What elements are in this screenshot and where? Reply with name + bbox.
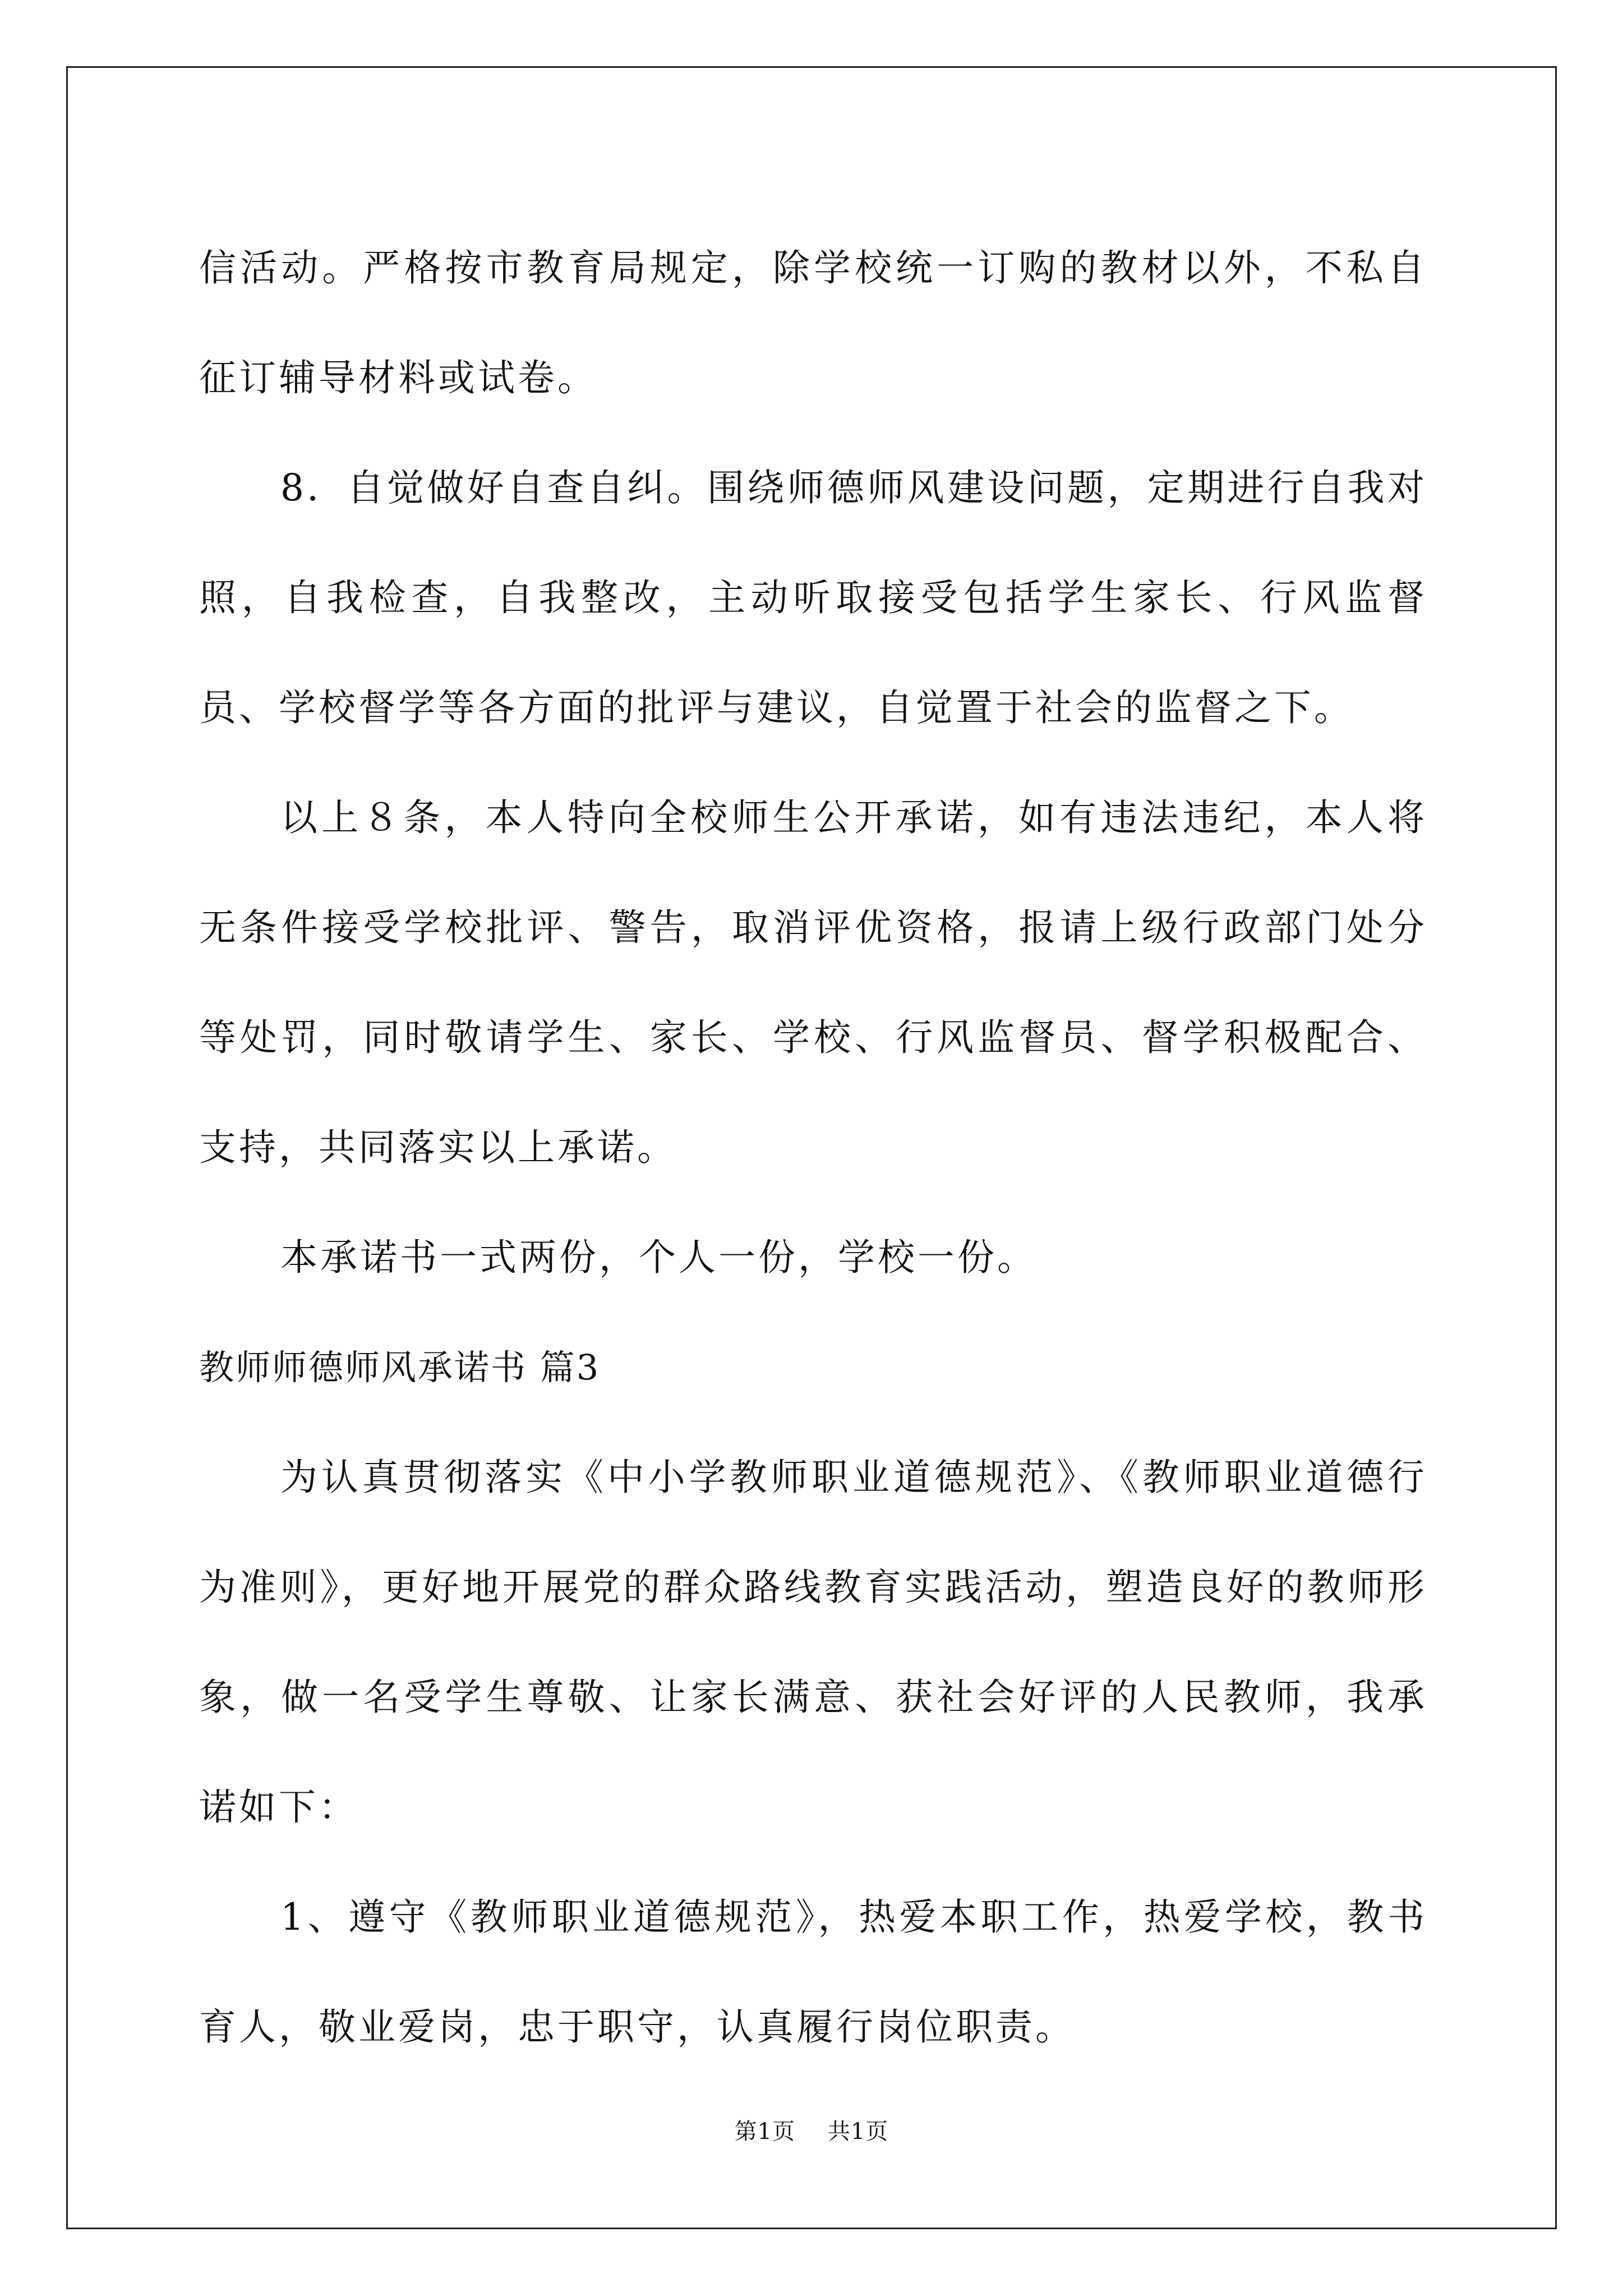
page-number: 第1页 bbox=[734, 2119, 796, 2145]
paragraph-intro: 为认真贯彻落实《中小学教师职业道德规范》、《教师职业道德行为准则》，更好地开展党的群众路线教育实践活动，塑造良好的教师形象，做一名受学生尊敬、让家长满意、获社会好评的人民教师，我承诺如下： bbox=[199, 1456, 1427, 1829]
paragraph-item-1: 1、遵守《教师职业道德规范》，热爱本职工作，热爱学校，教书育人，敬业爱岗，忠于职守，认真履行岗位职责。 bbox=[199, 1895, 1427, 2049]
paragraph-copies: 本承诺书一式两份，个人一份，学校一份。 bbox=[280, 1236, 1037, 1279]
page-footer bbox=[0, 2115, 1623, 2148]
paragraph-continuation: 信活动。严格按市教育局规定，除学校统一订购的教材以外，不私自征订辅导材料或试卷。 bbox=[199, 246, 1427, 399]
page-total: 共1页 bbox=[827, 2119, 889, 2145]
section-heading: 教师师德师风承诺书 篇3 bbox=[199, 1347, 601, 1388]
paragraph-item-8: 8．自觉做好自查自纠。围绕师德师风建设问题，定期进行自我对照，自我检查，自我整改，主动听取接受包括学生家长、行风监督员、学校督学等各方面的批评与建议，自觉置于社会的监督之下。 bbox=[199, 466, 1427, 729]
document-body bbox=[199, 213, 1427, 2082]
paragraph-commitment: 以上８条，本人特向全校师生公开承诺，如有违法违纪，本人将无条件接受学校批评、警告，取消评优资格，报请上级行政部门处分等处罚，同时敬请学生、家长、学校、行风监督员、督学积极配合、支持，共同落实以上承诺。 bbox=[199, 796, 1427, 1169]
